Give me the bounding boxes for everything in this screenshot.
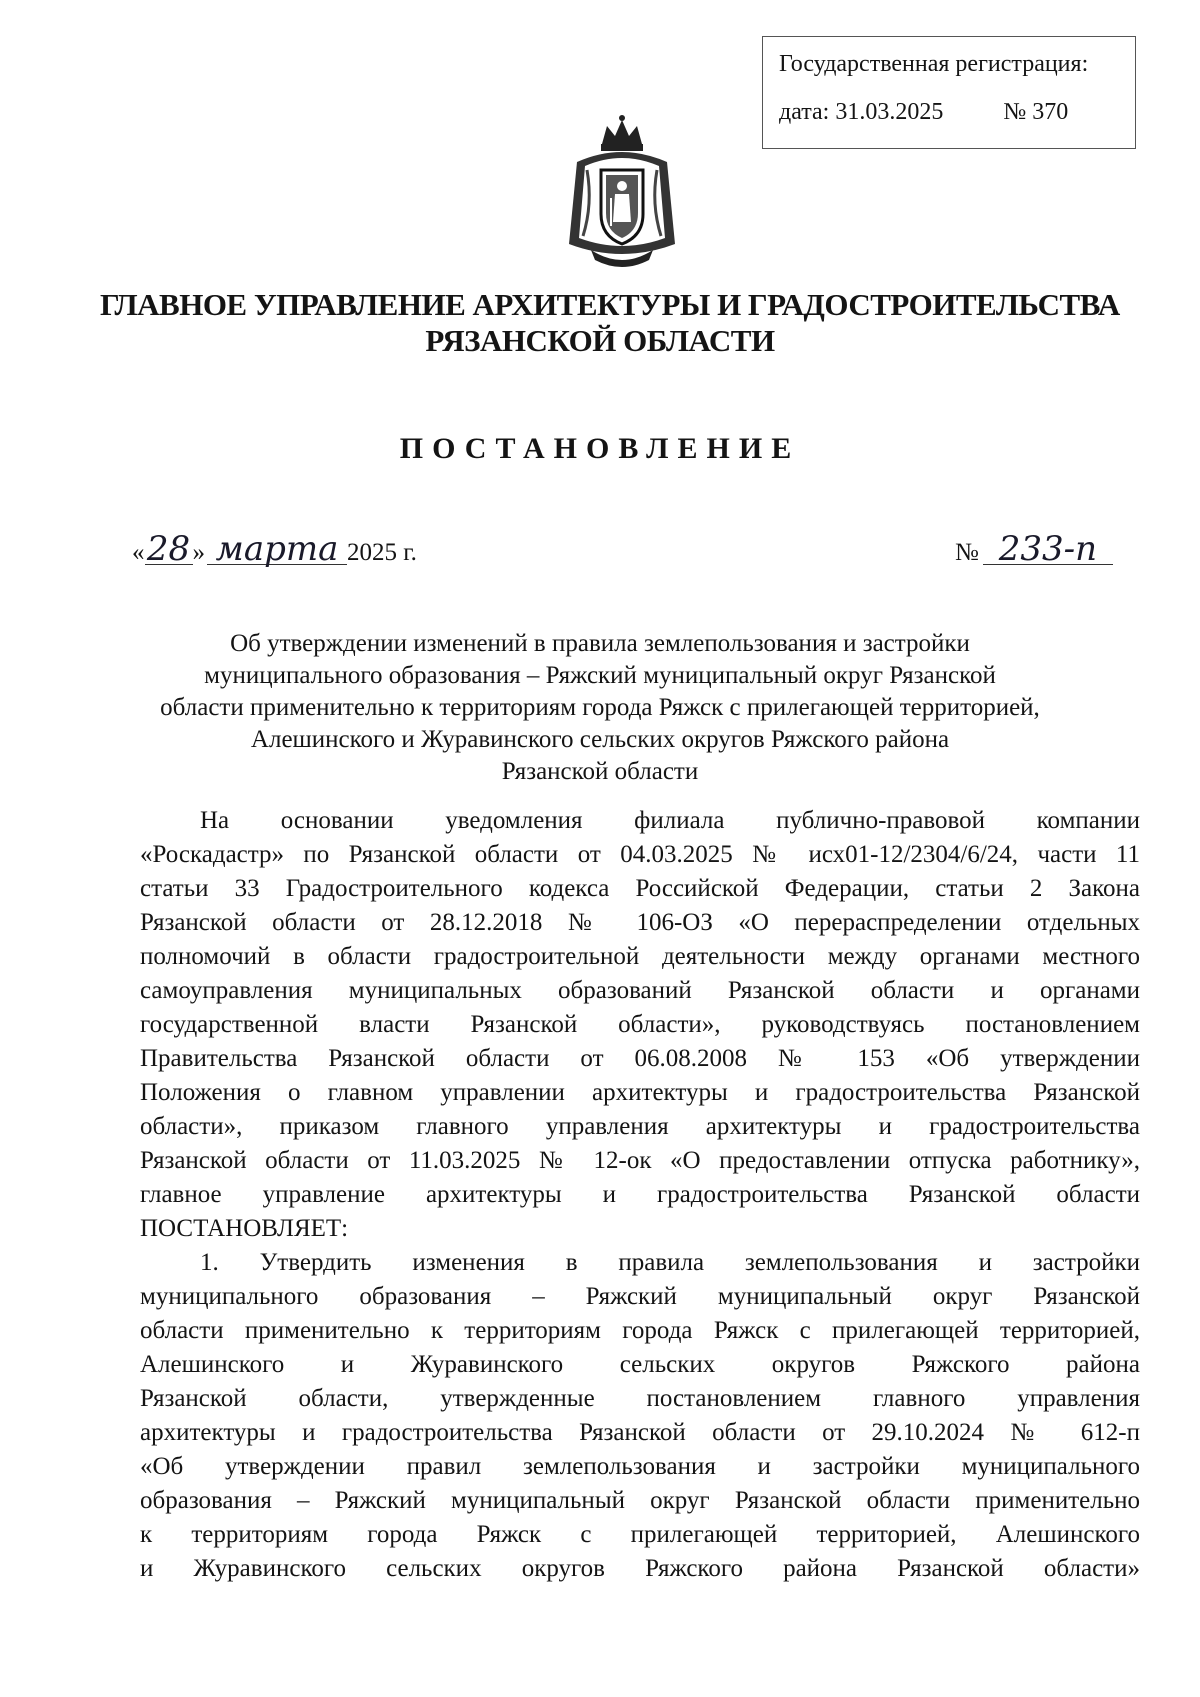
body-line: государственной власти Рязанской области», руководствуясь постановлением [140,1011,1140,1038]
document-number [955,529,1113,569]
body-line: области», приказом главного управления архитектуры и градостроительства [140,1113,1140,1140]
document-body [140,804,1140,1586]
title-line: муниципального образования – Ряжский муниципальный округ Рязанской [204,662,996,689]
body-line: полномочий в области градостроительной деятельности между органами местного [140,943,1140,970]
number-prefix: № [955,539,979,566]
body-line: статьи 33 Градостроительного кодекса Российской Федерации, статьи 2 Закона [140,875,1140,902]
title-line: области применительно к территориям города Ряжск с прилегающей территорией, [160,694,1040,721]
body-line: «Об утверждении правил землепользования и застройки муниципального [140,1453,1140,1480]
body-line: и Журавинского сельских округов Ряжского района Рязанской области» [140,1555,1140,1582]
date-month-handwritten: марта [207,534,347,565]
body-line: Рязанской области от 28.12.2018 № 106-ОЗ «О перераспределении отдельных [140,909,1140,936]
registration-number: № 370 [1003,99,1069,125]
registration-row [779,97,1135,127]
date-day-handwritten: 28 [145,534,193,565]
number-handwritten: 233-п [983,534,1113,565]
body-line: Правительства Рязанской области от 06.08.2008 № 153 «Об утверждении [140,1045,1140,1072]
body-line: к территориям города Ряжск с прилегающей территорией, Алешинского [140,1521,1140,1548]
body-line: области применительно к территориям города Ряжск с прилегающей территорией, [140,1317,1140,1344]
title-line: Рязанской области [501,758,699,785]
document-date [132,529,417,569]
body-line: ПОСТАНОВЛЯЕТ: [140,1215,349,1242]
ryazan-coat-of-arms-icon [557,114,687,274]
body-line: 1. Утвердить изменения в правила землепользования и застройки [200,1249,1140,1276]
registration-stamp [762,36,1136,149]
document-type-heading: ПОСТАНОВЛЕНИЕ [399,432,801,465]
organization-name-line1: ГЛАВНОЕ УПРАВЛЕНИЕ АРХИТЕКТУРЫ И ГРАДОСТРОИТЕЛЬСТВА [100,287,1120,322]
organization-name-line2: РЯЗАНСКОЙ ОБЛАСТИ [425,323,775,358]
body-line: муниципального образования – Ряжский муниципальный округ Рязанской [140,1283,1140,1310]
body-line: Алешинского и Журавинского сельских округов Ряжского района [140,1351,1140,1378]
title-line: Об утверждении изменений в правила землепользования и застройки [230,630,970,657]
date-open-quote: « [132,539,145,566]
title-line: Алешинского и Журавинского сельских округов Ряжского района [250,726,950,753]
date-year: 2025 г. [347,539,417,566]
body-line: «Роскадастр» по Рязанской области от 04.03.2025 № исх01-12/2304/6/24, части 11 [140,841,1140,868]
body-line: архитектуры и градостроительства Рязанской области от 29.10.2024 № 612-п [140,1419,1140,1446]
registration-title: Государственная регистрация: [779,51,1089,77]
registration-date: дата: 31.03.2025 [779,99,944,125]
body-line: Положения о главном управлении архитектуры и градостроительства Рязанской [140,1079,1140,1106]
body-line: самоуправления муниципальных образований Рязанской области и органами [140,977,1140,1004]
body-line: На основании уведомления филиала публично-правовой компании [200,807,1140,834]
body-line: образования – Ряжский муниципальный округ Рязанской области применительно [140,1487,1140,1514]
document-title [130,628,1070,788]
body-line: Рязанской области от 11.03.2025 № 12-ок «О предоставлении отпуска работнику», [140,1147,1140,1174]
date-close-quote: » [192,539,205,566]
body-line: Рязанской области, утвержденные постановлением главного управления [140,1385,1140,1412]
body-line: главное управление архитектуры и градостроительства Рязанской области [140,1181,1140,1208]
